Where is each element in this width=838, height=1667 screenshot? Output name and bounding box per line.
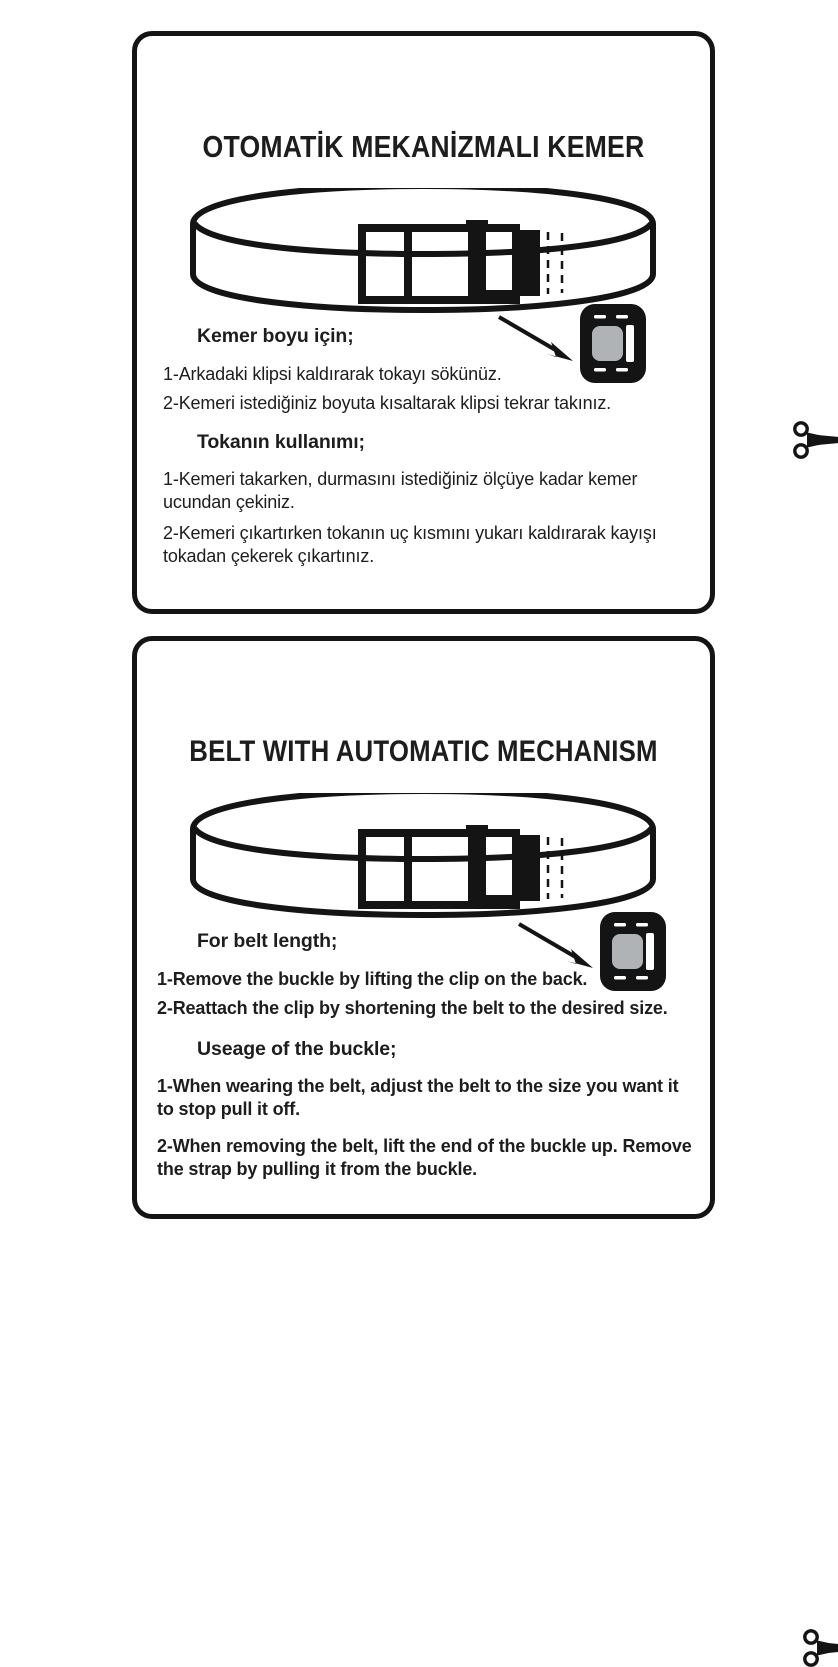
instruction-item: 2-Kemeri istediğiniz boyuta kısaltarak klipsi tekrar takınız. [163,393,612,413]
belt-illustration-english [185,793,661,921]
instruction-item: 2-When removing the belt, lift the end of the buckle up. Remove the strap by pulling it from the buckle. [157,1136,692,1180]
clip-icon [580,304,646,383]
panel-turkish [132,31,715,614]
arrow-icon [515,919,597,971]
instruction-item: 1-When wearing the belt, adjust the belt to the size you want it to stop pull it off. [157,1076,679,1120]
belt-illustration-turkish [185,188,661,316]
subheading-buckle-usage-tr: Tokanın kullanımı; [197,431,365,453]
page-title-english: BELT WITH AUTOMATIC MECHANISM [189,735,658,768]
scissors-icon [799,1629,838,1667]
subheading-belt-length-en: For belt length; [197,930,338,952]
instruction-item: 1-Remove the buckle by lifting the clip on the back. [157,969,588,989]
instruction-item: 2-Kemeri çıkartırken tokanın uç kısmını yukarı kaldırarak kayışı tokadan çekerek çıkartınız. [163,523,657,567]
instruction-item: 1-Kemeri takarken, durmasını istediğiniz ölçüye kadar kemer ucundan çekiniz. [163,469,638,513]
instruction-item: 2-Reattach the clip by shortening the belt to the desired size. [157,998,668,1018]
instruction-item: 1-Arkadaki klipsi kaldırarak tokayı sökünüz. [163,364,502,384]
scissors-icon [789,421,838,459]
arrow-icon [495,312,577,364]
subheading-belt-length-tr: Kemer boyu için; [197,325,354,347]
subheading-buckle-usage-en: Useage of the buckle; [197,1038,397,1060]
page-title-turkish: OTOMATİK MEKANİZMALI KEMER [202,129,645,164]
clip-icon [600,912,666,991]
panel-english [132,636,715,1219]
